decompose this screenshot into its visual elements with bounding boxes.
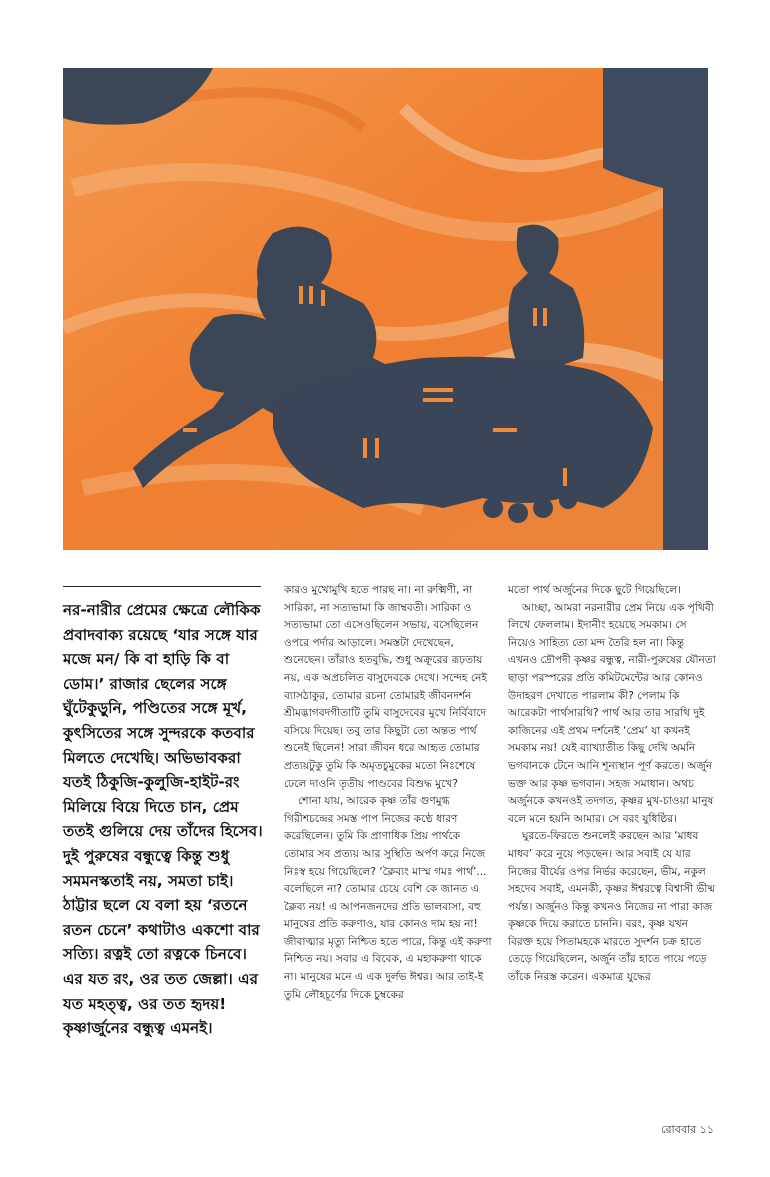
lead-paragraph: নর-নারীর প্রেমের ক্ষেত্রে লৌকিক প্রবাদবাক্য রয়েছে ‘যার সঙ্গে যার মজে মন/ কি বা হাড়ি কি বা ডোম।’ রাজার ছেলের সঙ্গে ঘুঁটেকুড়ুনি, পণ্ডিতের সঙ্গে মূর্খ, কুৎসিতের সঙ্গে সুন্দরকে কতবার মিলতে দেখেছি। অভিভাবকরা যতই ঠিকুজি-কুলুজি-হাইট-রং মিলিয়ে বিয়ে দিতে চান, প্রেম ততই গুলিয়ে দেয় তাঁদের হিসেব। দুই পুরুষের বন্ধুত্বে কিন্তু শুধু সমমনস্কতাই নয়, সমতা চাই। ঠাট্টার ছলে যে বলা হয় ‘রতনে রতন চেনে’ কথাটাও একশো বার সত্যি। রত্নই তো রত্নকে চিনবে। এর যত রং, ওর তত জেল্লা। এর যত মহত্ত্ব, ওর তত হৃদয়! কৃষ্ণার্জুনের বন্ধুত্ব এমনই। (63, 601, 263, 1038)
paper-cut-silhouette-art (63, 68, 708, 550)
column1-paragraph-1: কারও মুখোমুখি হতে পারছ না। না রুক্মিণী, না সারিকা, না সত্যভামা কি জাম্ববতী। সারিকা ও সত্যভামা তো এসেওছিলেন সভায়, বসেছিলেন ওপরে পর্দার আড়ালে। সমস্তটা দেখেছেন, শুনেছেন। তাঁরাও হতবুদ্ধি, শুধু অক্রূরের রূঢ়তায় নয়, এক অপ্রচলিত বাসুদেবকে দেখে। সন্দেহ নেই ব্যাসঠাকুর, তোমার রচনা তোমারই জীবনদর্শন শ্রীমদ্ভাগবদগীতাটি তুমি বাসুদেবের মুখে নির্বিবাদে বসিয়ে দিয়েছ। তবু তার কিছুটা তো অন্তত পার্থ শুনেই ছিলেন! সারা জীবন ধরে আহৃত তোমার প্রত্যয়টুকু তুমি কি অমৃতচুমুকের মতো নিঃশেষে ঢেলে দাওনি তৃতীয় পাণ্ডবের বিশুদ্ধ মুখে? (284, 584, 487, 790)
column2-paragraph-3: ঘুরতে-ফিরতে শুনলেই করছেন আর ‘মাধব মাধব’ করে নুয়ে পড়ছেন। আর সবাই যে যার নিজের বীর্যের ওপর নির্ভর করেছেন, ভীম, নকুল সহদেব সবাই, এমনকী, কৃষ্ণর ঈশ্বরত্বে বিশ্বাসী ভীষ্ম পর্যন্ত। অর্জুনও কিন্তু কখনও নিজের না পারা কাজ কৃষ্ণকে দিয়ে করাতে চাননি। বরং, কৃষ্ণ যখন বিরক্ত হয়ে পিতামহকে মারতে সুদর্শন চক্র হাতে তেড়ে গিয়েছিলেন, অর্জুন তাঁর হাতে পায়ে পড়ে তাঁকে নিরস্ত করেন। একমাত্র যুদ্ধের (508, 830, 715, 984)
artwork-illustration (63, 68, 708, 550)
article-column-2 (508, 582, 716, 987)
lead-divider-rule (63, 586, 261, 587)
page-folio: রোববার ১১ (661, 1123, 714, 1136)
column2-paragraph-2: আচ্ছা, আমরা নরনারীর প্রেম নিয়ে এক পৃথিবী লিখে ফেললাম। ইদানীং হয়েছে সমকাম। সে নিয়েও সাহিত্য তো মন্দ তৈরি হল না। কিন্তু এখনও দ্রৌপদী কৃষ্ণর বন্ধুত্ব, নারী-পুরুষের যৌনতা ছাড়া পরস্পরের প্রতি কমিটমেন্টের আর কোনও উদাহরণ দেখাতে পারলাম কী? পেলাম কি আরেকটা পার্থসারথি? পার্থ আর তার সারথি দুই কাজিনের এই প্রথম দর্শনেই ‘প্রেম’ যা কখনই সমকাম নয়! যেই ব্যাখ্যাতীত কিছু দেখি অমনি ভগবানকে টেনে আনি শূন্যস্থান পূর্ণ করতে। অর্জুন ভক্ত আর কৃষ্ণ ভগবান। সহজ সমাধান। অথচ অর্জুনকে কখনওই তদগত, কৃষ্ণর মুখ-চাওয়া মানুষ বলে মনে হয়নি আমার। সে বরং যুধিষ্ঠির। (508, 601, 716, 825)
column1-paragraph-2: শোনা যায়, আরেক কৃষ্ণ তাঁর গুণমুগ্ধ গিরীশচন্দ্রের সমস্ত পাপ নিজের কণ্ঠে ধারণ করেছিলেন। তুমি কি প্রাণাধিক প্রিয় পার্থকে তোমার সব প্রত্যয় আর সুস্থিতি অর্পণ করে নিজে নিঃস্ব হয়ে গিয়েছিলে? ‘ক্লৈব্যং মাস্ম গমঃ পার্থ’... বলেছিলে না? তোমার চেয়ে বেশি কে জানত এ ক্লৈব্য নয়! এ আপনজনদের প্রতি ভালবাসা, বহু মানুষের প্রতি করুণাও, যার কোনও দাম হয় না! জীবাত্মার মৃত্যু নিশ্চিত হতে পারে, কিন্তু এই করুণা নিশ্চিত নয়। সবার এ বিবেক, এ মহাকরুণা থাকে না। মানুষের মনে এ এক দুর্লভ ঈশ্বর। আর তাই-ই তুমি লৌহচূর্ণের দিকে চুম্বকের (284, 795, 492, 1001)
column2-paragraph-1: মতো পার্থ অর্জুনের দিকে ছুটে গিয়েছিলে। (508, 584, 681, 596)
article-column-1 (284, 582, 492, 1004)
